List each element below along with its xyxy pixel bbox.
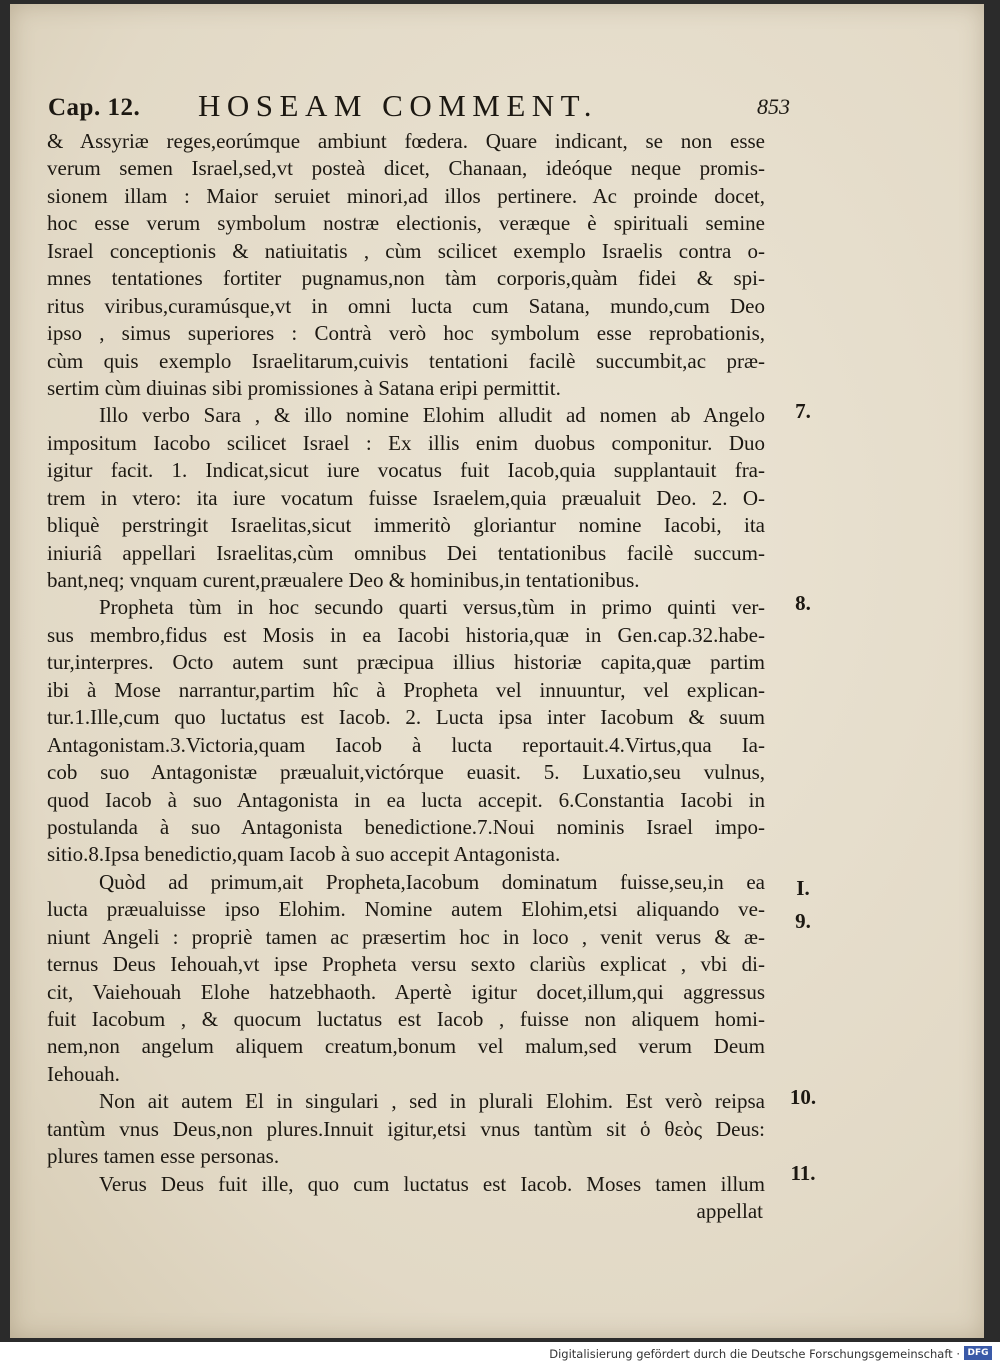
text-line: Illo verbo Sara , & illo nomine Elohim alludit ad nomen ab Angelo: [99, 403, 765, 428]
footer-bar: [0, 1342, 1000, 1364]
text-line: sus membro,fidus est Mosis in ea Iacobi historia,quæ in Gen.cap.32.habe-: [47, 622, 765, 647]
funding-credit: Digitalisierung gefördert durch die Deutsche Forschungsgemeinschaft ·: [549, 1347, 960, 1361]
text-line: sertim cùm diuinas sibi promissiones à Satana eripi permittit.: [47, 375, 561, 400]
text-line: Israel conceptionis & natiuitatis , cùm scilicet exemplo Israelis contra o-: [47, 238, 765, 263]
text-line: plures tamen esse personas.: [47, 1144, 280, 1169]
text-line: cùm quis exemplo Israelitarum,cuivis tentationi facilè succumbit,ac præ-: [47, 348, 765, 373]
text-line: impositum Iacobo scilicet Israel : Ex illis enim duobus componitur. Duo: [47, 430, 765, 455]
margin-note: 7.: [795, 399, 811, 423]
margin-note: 9.: [795, 909, 811, 933]
text-line: ternus Deus Iehouah,vt ipse Propheta versu sexto clariùs explicat , vbi di-: [47, 952, 765, 977]
text-line: cob suo Antagonistæ præualuit,victórque euasit. 5. Luxatio,seu vulnus,: [47, 760, 765, 785]
text-line: ibi à Mose narrantur,partim hîc à Propheta vel innuuntur, vel explican-: [47, 677, 765, 702]
text-line: lucta præualuisse ipso Elohim. Nomine autem Elohim,etsi aliquando ve-: [47, 897, 765, 922]
text-line: niunt Angeli : propriè tamen ac præsertim hoc in loco , venit verus & æ-: [47, 924, 765, 949]
text-line: Verus Deus fuit ille, quo cum luctatus est Iacob. Moses tamen illum: [99, 1171, 765, 1196]
text-line: iniuriâ appellari Israelitas,cùm omnibus Dei tentationibus facilè succum-: [47, 540, 765, 565]
text-line: sitio.8.Ipsa benedictio,quam Iacob à suo accepit Antagonista.: [47, 842, 561, 867]
text-line: Iehouah.: [47, 1061, 120, 1086]
text-line: bant,neq; vnquam curent,præualere Deo & hominibus,in tentationibus.: [47, 568, 640, 592]
text-line: quod Iacob à suo Antagonista in ea lucta accepit. 6.Constantia Iacobi in: [47, 787, 765, 812]
text-line: postulanda à suo Antagonista benedictione.7.Noui nominis Israel impo-: [47, 814, 765, 839]
text-line: trem in vtero: ita iure vocatum fuisse Israelem,quia præualuit Deo. 2. O-: [47, 485, 765, 510]
margin-note: 11.: [790, 1161, 816, 1185]
chapter-label: Cap. 12.: [48, 94, 141, 121]
text-line: Antagonistam.3.Victoria,quam Iacob à lucta reportauit.4.Virtus,qua Ia-: [47, 732, 765, 757]
text-line: igitur facit. 1. Indicat,sicut iure vocatus fuit Iacob,quia supplantauit fra-: [47, 458, 765, 483]
catchword: appellat: [696, 1199, 763, 1224]
text-line: ritus viribus,curamúsque,vt in omni lucta cum Satana, mundo,cum Deo: [47, 293, 765, 318]
running-title: HOSEAM COMMENT.: [198, 88, 599, 123]
text-line: sionem illam : Maior seruiet minori,ad illos pertinere. Ac proinde docet,: [47, 183, 765, 208]
text-line: verum semen Israel,sed,vt posteà dicet, Chanaan, ideóque neque promis-: [47, 156, 765, 181]
text-line: Non ait autem El in singulari , sed in plurali Elohim. Est verò reipsa: [99, 1089, 765, 1114]
page-number: 853: [757, 94, 790, 119]
margin-note: 10.: [789, 1085, 817, 1109]
text-line: hoc esse verum symbolum nostræ electionis, veræque è spirituali semine: [47, 211, 765, 236]
text-line: Propheta tùm in hoc secundo quarti versus,tùm in primo quinti ver-: [99, 595, 765, 620]
text-line: Quòd ad primum,ait Propheta,Iacobum dominatum fuisse,seu,in ea: [99, 869, 765, 894]
text-line: fuit Iacobum , & quocum luctatus est Iacob , fuisse non aliquem homi-: [47, 1007, 765, 1031]
margin-note: I.: [796, 876, 810, 900]
text-line: mnes tentationes fortiter pugnamus,non tàm corporis,quàm fidei & spi-: [47, 266, 765, 291]
text-line: bliquè perstringit Israelitas,sicut immeritò gloriantur nomine Iacobi, ita: [47, 513, 765, 538]
page-header: [48, 88, 788, 128]
body-text: [47, 128, 765, 1226]
text-line: ipso , simus superiores : Contrà verò hoc symbolum esse reprobationis,: [47, 321, 765, 346]
text-line: & Assyriæ reges,eorúmque ambiunt fœdera. Quare indicant, se non esse: [47, 129, 765, 153]
text-line: nem,non angelum aliquem creatum,bonum vel malum,sed verum Deum: [47, 1034, 765, 1059]
text-line: tur.1.Ille,cum quo luctatus est Iacob. 2. Lucta ipsa inter Iacobum & suum: [47, 705, 765, 730]
text-line: tur,interpres. Octo autem sunt præcipua illius historiæ capita,quæ partim: [47, 650, 765, 675]
text-line: cit, Vaiehouah Elohe hatzebhaoth. Apertè igitur docet,illum,qui aggressus: [47, 979, 765, 1004]
margin-note: 8.: [795, 591, 811, 615]
text-line: tantùm vnus Deus,non plures.Innuit igitur,etsi vnus tantùm sit ὁ θεὸς Deus:: [47, 1116, 765, 1141]
dfg-logo: DFG: [964, 1346, 992, 1360]
scanned-page: [10, 4, 984, 1338]
